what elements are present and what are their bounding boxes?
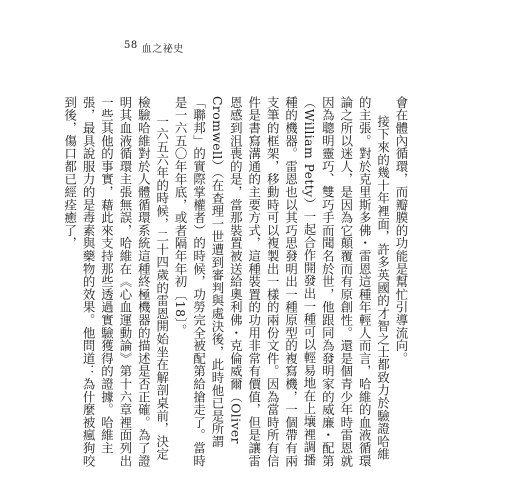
paragraph: 一六五六年的時候，二十四歲的雷恩開始坐在解剖桌前，決定檢驗哈維對於人體循環系統這種終極機器的描述是否正確。為了證明其血液循環主張無誤，哈維在《心血運動論》第十六章裡面列出一些其他的事實，藉此來支持那些透過實驗獲得的證據。哈維主張，最具說服力的是毒素與藥物的效果。他問道：為什麼被瘋狗咬到後，傷口都已經痊癒了，	[62, 96, 170, 468]
running-title: 血之祕史	[141, 44, 184, 55]
vertical-text-body	[62, 96, 410, 472]
paragraph: 接下來的幾十年裡面，許多英國的才智之士都致力於驗證哈維的主張。對於克里斯多佛・雷恩這種年輕人而言，哈維的血液循環論之所以迷人，是因為它顛覆而有原創性。還是個青少年時雷恩就因為聰明靈巧、雙巧手而聞名於世，他跟同為發明家的威廉・配第（William Petty）一起合作開發出一種可以輕易地在上壤裡調播種的機器。雷恩也以其巧思發明出一種原型的複寫機，一個帶有兩支筆的框架，移動時可以複製出一樣的兩份文件。因為當時所有信件是書寫溝通的主要方式，這種裝置的功用非常有價值，但是讓雷恩感到沮喪的是，當那裝置被送給奧利佛・克倫威爾（Oliver Cromwell）（在查理一世遭到審判與處決後，此時他已是所謂「聯邦」的實際掌權者）的時候，功勞完全被配第給搶走了。當時是一六五〇年年底，或者隔年年初〔18〕。	[173, 96, 391, 468]
paragraph-continuation: 會在體內循環，而瓣膜的功能是幫忙引導流向。	[394, 96, 409, 365]
running-header	[124, 40, 184, 55]
page-number: 58	[124, 40, 138, 51]
